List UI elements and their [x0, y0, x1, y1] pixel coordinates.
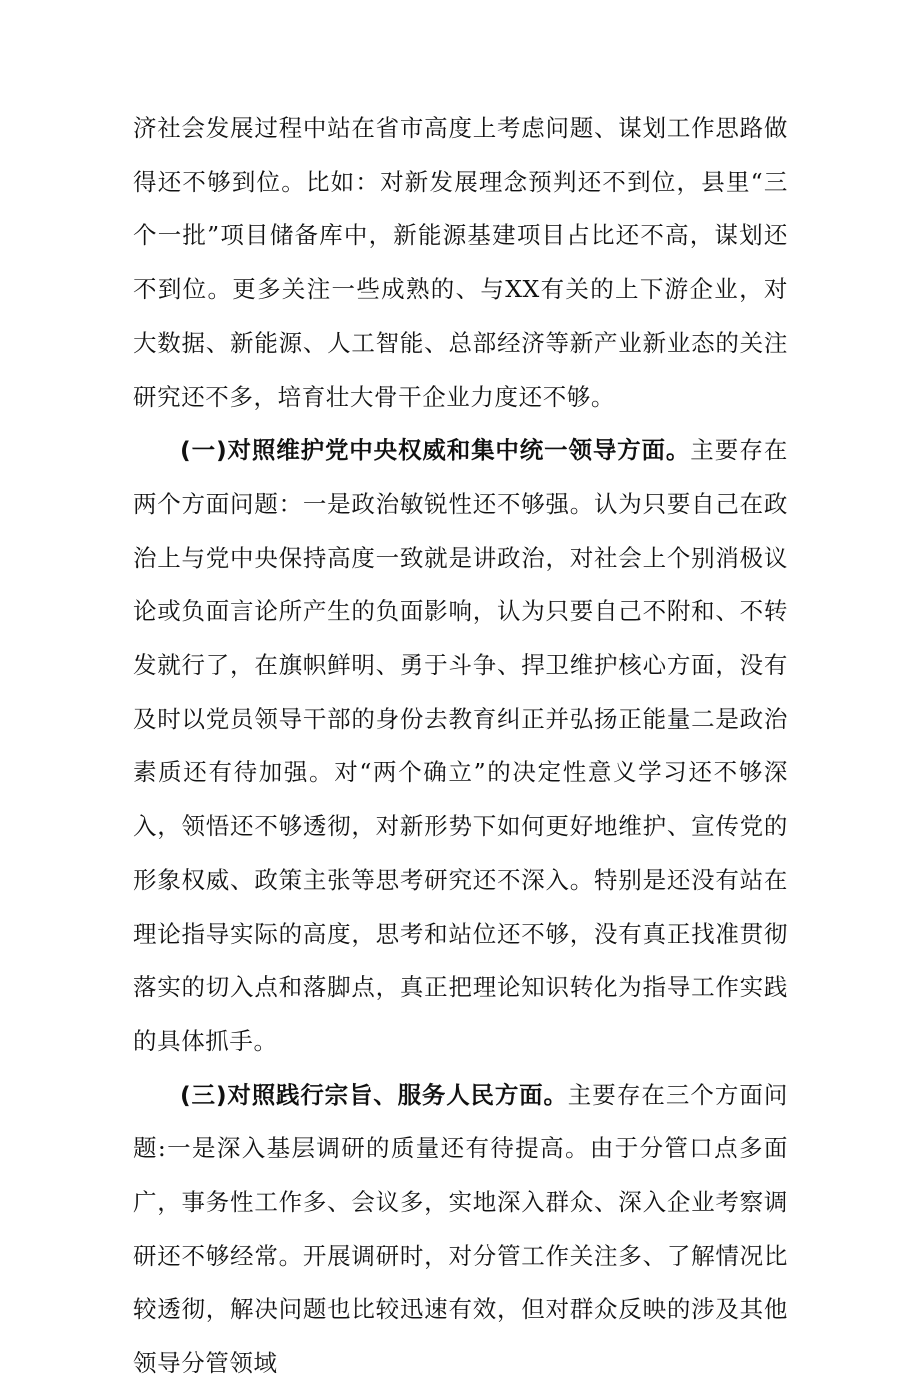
paragraph-section-one — [133, 424, 788, 1068]
paragraph-continuation — [133, 102, 788, 424]
document-body — [133, 102, 788, 1391]
paragraph-section-three — [133, 1069, 788, 1391]
section-heading: (一)对照维护党中央权威和集中统一领导方面。 — [180, 436, 691, 465]
paragraph-text: 主要存在三个方面问题:一是深入基层调研的质量还有待提高。由于分管口点多面广，事务性工作多、会议多，实地深入群众、深入企业考察调研还不够经常。开展调研时，对分管工作关注多、了解情况比较透彻，解决问题也比较迅速有效，但对群众反映的涉及其他领导分管领域 — [133, 1080, 788, 1378]
paragraph-text: 济社会发展过程中站在省市高度上考虑问题、谋划工作思路做得还不够到位。比如：对新发展理念预判还不到位，县里“三个一批”项目储备库中，新能源基建项目占比还不高，谋划还不到位。更多关注一些成熟的、与XX有关的上下游企业，对大数据、新能源、人工智能、总部经济等新产业新业态的关注研究还不多，培育壮大骨干企业力度还不够。 — [133, 114, 788, 411]
section-heading: (三)对照践行宗旨、服务人民方面。 — [180, 1080, 568, 1109]
paragraph-text: 主要存在两个方面问题：一是政治敏锐性还不够强。认为只要自己在政治上与党中央保持高度一致就是讲政治，对社会上个别消极议论或负面言论所产生的负面影响，认为只要自己不附和、不转发就行了，在旗帜鲜明、勇于斗争、捍卫维护核心方面，没有及时以党员领导干部的身份去教育纠正并弘扬正能量二是政治素质还有待加强。对“两个确立”的决定性意义学习还不够深入，领悟还不够透彻，对新形势下如何更好地维护、宣传党的形象权威、政策主张等思考研究还不深入。特别是还没有站在理论指导实际的高度，思考和站位还不够，没有真正找准贯彻落实的切入点和落脚点，真正把理论知识转化为指导工作实践的具体抓手。 — [133, 436, 789, 1055]
